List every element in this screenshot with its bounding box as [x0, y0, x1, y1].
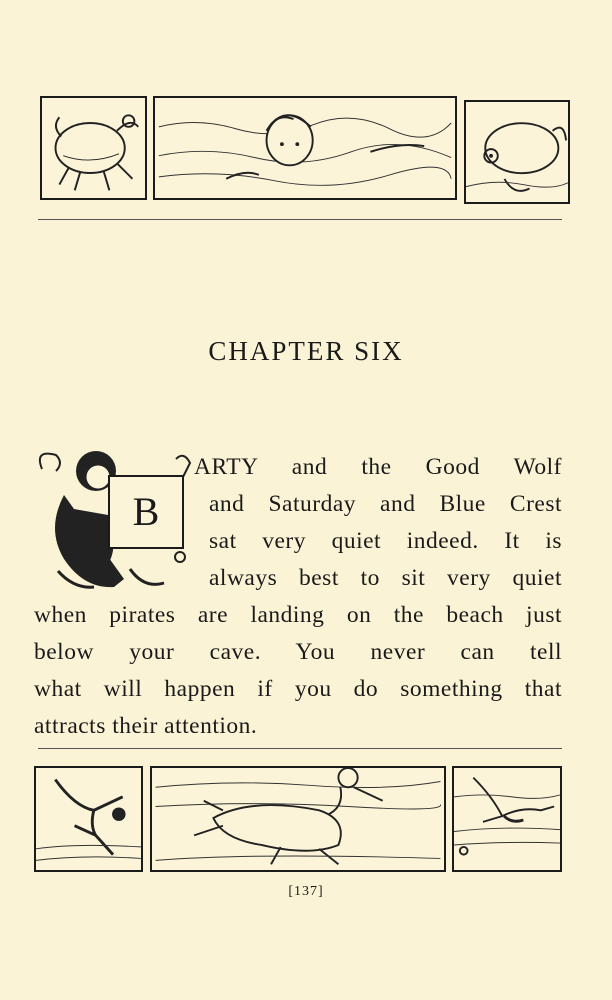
top-panel-crab — [40, 96, 147, 200]
swimming-child-icon — [155, 98, 455, 198]
text-line-6: below your cave. You never can tell — [34, 639, 562, 665]
text-line-5: when pirates are landing on the beach just — [34, 602, 562, 628]
text-line-4: always best to sit very quiet — [209, 565, 562, 591]
top-divider — [38, 219, 562, 220]
text-line-3: sat very quiet indeed. It is — [209, 528, 562, 554]
page-number: [137] — [288, 884, 324, 899]
wolf-and-child-icon — [152, 768, 444, 870]
text-line-7: what will happen if you do something that — [34, 676, 562, 702]
top-panel-fish — [464, 100, 570, 204]
text-line-8: attracts their attention. — [34, 713, 258, 739]
monkey-swinging-icon — [36, 768, 141, 870]
bottom-divider — [38, 748, 562, 749]
bird-icon — [454, 768, 560, 870]
bottom-panel-wolf — [150, 766, 446, 872]
crab-icon — [42, 98, 145, 198]
text-line-1: ARTY and the Good Wolf — [194, 454, 562, 480]
bottom-panel-monkey — [34, 766, 143, 872]
bottom-panel-bird — [452, 766, 562, 872]
text-line-2: and Saturday and Blue Crest — [209, 491, 562, 517]
chapter-title: CHAPTER SIX — [208, 336, 404, 366]
dropcap-letter: B — [108, 475, 184, 549]
dropcap-illustration — [34, 449, 194, 599]
top-panel-swimmer — [153, 96, 457, 200]
fish-icon — [466, 102, 568, 202]
